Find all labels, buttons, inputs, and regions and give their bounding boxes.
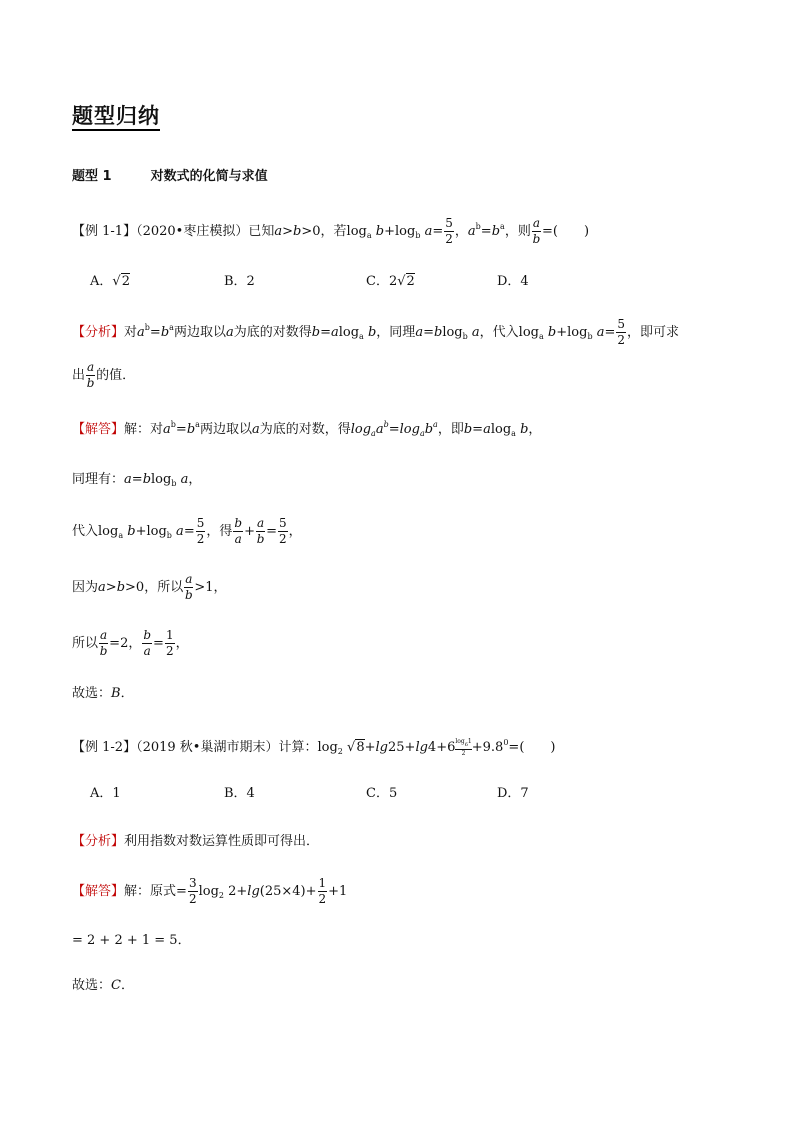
choice-b: B．2 — [224, 274, 255, 289]
sqrt-2: √2 — [112, 274, 130, 289]
example-1-source: （2020•枣庄模拟） — [136, 224, 249, 239]
choice-a: A．√2 — [90, 274, 130, 289]
example-1-choose: 故选：B． — [72, 686, 134, 701]
choice-b: B．4 — [224, 786, 255, 801]
example-2-question: 【例 1-2】（2019 秋•巢湖市期末）计算：$\log_2 √8+\lg 25+\lg 4+6$ $\frac{\log_61}{2}$ $+9.8^0=$( ) — [72, 738, 556, 757]
section-title: 题型归纳 — [72, 103, 160, 131]
choice-d: D．4 — [497, 274, 529, 289]
example-1-because: 因为a>b>0，所以 $\frac{a}{b}$ >1， — [72, 572, 227, 602]
example-1-same-reason: 同理有：a=blog$_b$ a， — [72, 472, 202, 488]
question-text: ，则 — [504, 224, 531, 239]
type-heading — [72, 165, 268, 184]
example-1-analysis: 【分析】对$a^b=b^a$两边取以a为底的对数得b=alog$_a$ b，同理a=blog$_b$ a，代入$\log_a b+\log_b$ a= $\frac{5}{2}$ ，即可求 — [72, 317, 680, 347]
analysis-tag: 【分析】 — [72, 325, 125, 340]
example-1-analysis-line2: 出 $\frac{a}{b}$ 的值． — [72, 360, 136, 390]
type-number: 题型 1 — [72, 169, 112, 184]
choice-c: C．2√2 — [366, 274, 415, 289]
choice-a: A．1 — [90, 786, 121, 801]
type-title: 对数式的化简与求值 — [150, 169, 268, 184]
fraction: $\frac{5}{2}$ — [445, 216, 453, 246]
example-2-analysis: 【分析】利用指数对数运算性质即可得出． — [72, 834, 320, 849]
answer-tag: 【解答】 — [72, 884, 125, 899]
example-1-therefore: 所以 $\frac{a}{b}$ =2， $\frac{b}{a}$ = $\frac{1}{2}$ ， — [72, 628, 189, 658]
example-1-label: 【例 1-1】 — [72, 224, 137, 239]
question-text: 已知 — [248, 224, 275, 239]
example-2-label: 【例 1-2】 — [72, 740, 137, 755]
example-1-answer: 【解答】解：对$a^b=b^a$两边取以a为底的对数，得$\log_aa^b=\log_ab^a$，即b=alog$_a$ b， — [72, 420, 542, 438]
example-2-choose: 故选：C． — [72, 978, 134, 993]
answer-tag: 【解答】 — [72, 422, 125, 437]
example-2-answer: 【解答】解：原式= $\frac{3}{2}$ $\log_2 2+\lg(25\times 4)+$ $\frac{1}{2}$ +1 — [72, 876, 348, 906]
example-1-question: 【例 1-1】（2020•枣庄模拟）已知a>b>0，若$\log_a b+\log_b$ a= $\frac{5}{2}$ ，$a^b=b^a$，则 $\frac{a}{b}$ =( ) — [72, 216, 590, 246]
analysis-tag: 【分析】 — [72, 834, 125, 849]
example-2-result: = 2 + 2 + 1 = 5． — [72, 933, 191, 948]
choice-c: C．5 — [366, 786, 398, 801]
question-text: =( ) — [541, 224, 590, 239]
question-text: ，若 — [320, 224, 347, 239]
example-2-source: （2019 秋•巢湖市期末） — [136, 740, 279, 755]
choice-d: D．7 — [497, 786, 529, 801]
example-1-substitute: 代入$\log_a b+\log_b$ a= $\frac{5}{2}$ ，得 $\frac{b}{a}$ + $\frac{a}{b}$ = $\frac{5}{2}$ ， — [72, 516, 302, 546]
